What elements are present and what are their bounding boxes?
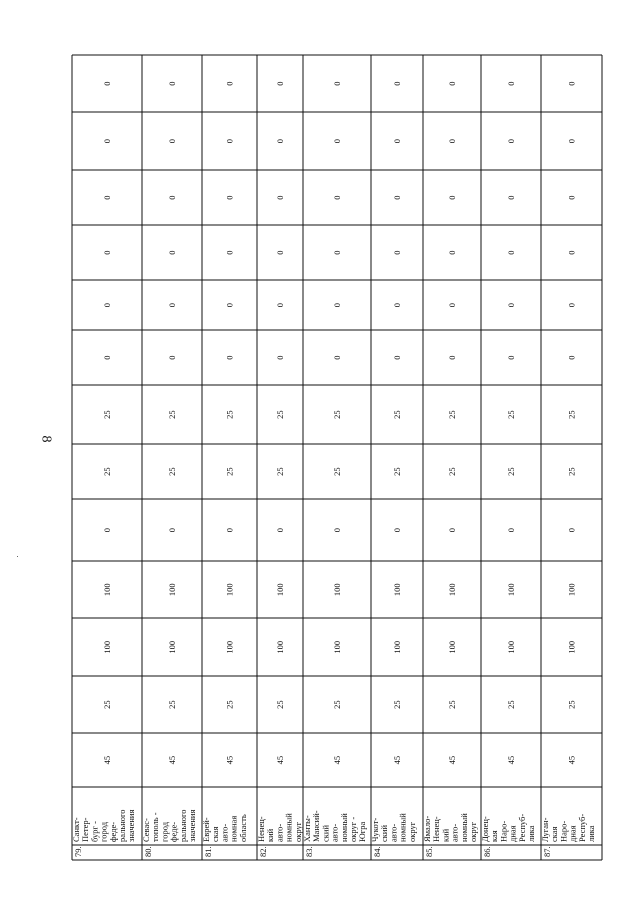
value-cell: 0	[506, 250, 516, 255]
region-name-line: лика	[526, 825, 536, 842]
value-cell: 0	[506, 527, 516, 533]
value-cell: 45	[275, 755, 285, 765]
value-cell: 45	[506, 755, 516, 765]
value-cell: 25	[392, 410, 402, 419]
value-cell: 0	[566, 195, 577, 200]
value-cell: 0	[506, 81, 516, 86]
value-cell: 45	[566, 755, 577, 765]
value-cell: 45	[102, 755, 112, 765]
region-name-line: номный	[338, 813, 349, 842]
value-cell: 0	[275, 355, 285, 360]
value-cell: 0	[332, 81, 342, 86]
value-cell: 25	[167, 467, 177, 476]
region-name-line: Донец-	[480, 816, 490, 842]
row-number: 84.	[372, 846, 382, 857]
region-name-line: Югра	[357, 821, 368, 842]
value-cell: 0	[167, 81, 177, 86]
value-cell: 25	[566, 700, 577, 709]
value-cell: 0	[102, 355, 112, 360]
region-name-line: ская	[210, 826, 221, 842]
region-name-line: Респуб-	[516, 813, 527, 842]
region-name-line: номная	[228, 815, 239, 842]
value-cell: 0	[102, 250, 113, 255]
value-cell: 100	[392, 583, 402, 597]
value-cell: 0	[447, 81, 457, 86]
region-name-line: округ	[406, 821, 417, 842]
value-cell: 100	[506, 583, 516, 597]
value-cell: 25	[275, 467, 285, 476]
region-name-line: Респуб-	[576, 813, 587, 842]
value-cell: 0	[102, 527, 112, 533]
value-cell: 0	[224, 250, 235, 255]
region-name-line: ская	[549, 826, 560, 842]
value-cell: 25	[275, 410, 285, 419]
value-cell: 25	[102, 700, 112, 709]
value-cell: 0	[392, 250, 402, 255]
value-cell: 0	[447, 527, 457, 533]
region-name-line: Мансий-	[311, 810, 322, 842]
value-cell: 45	[447, 755, 457, 765]
region-name-line: Еврей-	[201, 817, 211, 842]
value-cell: 0	[275, 250, 285, 255]
value-cell: 0	[506, 302, 516, 308]
value-cell: 100	[102, 640, 112, 654]
region-name-line: тополь -	[150, 812, 161, 842]
value-cell: 0	[506, 355, 516, 360]
value-cell: 100	[447, 583, 457, 597]
table-row	[201, 81, 248, 857]
value-cell: 0	[275, 195, 285, 200]
region-name-line: авто-	[274, 823, 285, 842]
value-cell: 0	[102, 195, 112, 200]
value-cell: 0	[332, 527, 342, 533]
value-cell: 0	[447, 250, 457, 255]
value-cell: 0	[447, 195, 457, 200]
value-cell: 0	[224, 81, 235, 86]
value-cell: 0	[332, 302, 342, 308]
region-name-line: Ханты-	[302, 815, 312, 842]
region-name-line: дная	[567, 825, 578, 842]
region-name-line: лика	[586, 825, 596, 842]
value-cell: 0	[392, 138, 402, 144]
table-row	[141, 81, 197, 857]
value-cell: 0	[566, 527, 577, 533]
value-cell: 100	[102, 583, 112, 597]
value-cell: 25	[332, 700, 342, 709]
region-name-line: область	[237, 814, 248, 842]
table-row	[370, 81, 417, 857]
value-cell: 100	[167, 640, 177, 654]
region-name-line: феде-	[107, 821, 118, 842]
value-cell: 100	[224, 640, 235, 654]
region-name-line: Санкт-	[71, 817, 81, 842]
table-row	[71, 81, 136, 857]
value-cell: 0	[275, 302, 285, 308]
value-cell: 0	[566, 250, 577, 255]
value-cell: 0	[332, 355, 342, 360]
value-cell: 0	[167, 355, 177, 360]
value-cell: 25	[332, 410, 342, 419]
row-number: 87.	[542, 846, 552, 857]
region-name-line: дная	[507, 825, 518, 842]
value-cell: 25	[167, 410, 177, 419]
value-cell: 0	[102, 138, 112, 144]
row-number: 81.	[203, 846, 213, 857]
value-cell: 25	[506, 467, 516, 476]
value-cell: 0	[566, 355, 577, 360]
region-name-line: рального	[177, 809, 188, 842]
table-row	[422, 81, 478, 857]
value-cell: 25	[167, 700, 177, 709]
value-cell: 25	[224, 410, 235, 419]
value-cell: 0	[566, 138, 577, 144]
value-cell: 0	[102, 302, 112, 308]
region-name-line: бург -	[89, 821, 100, 842]
region-name-line: Луган-	[540, 817, 550, 842]
region-name-line: феде-	[168, 821, 179, 842]
value-cell: 0	[447, 355, 457, 360]
table-row	[540, 81, 596, 857]
value-cell: 0	[392, 355, 402, 360]
table-row	[256, 81, 303, 857]
value-cell: 100	[275, 640, 285, 654]
value-cell: 0	[332, 195, 342, 200]
value-cell: 0	[167, 527, 177, 533]
row-number: 86.	[482, 846, 492, 857]
value-cell: 100	[332, 640, 342, 654]
value-cell: 25	[447, 700, 457, 709]
row-number: 79.	[73, 846, 83, 857]
value-cell: 0	[275, 527, 285, 533]
value-cell: 0	[275, 138, 285, 144]
region-name-line: кая	[489, 830, 500, 842]
value-cell: 0	[102, 81, 112, 86]
value-cell: 25	[566, 410, 577, 419]
region-name-line: номный	[397, 813, 408, 842]
value-cell: 45	[167, 755, 177, 765]
value-cell: 0	[224, 195, 235, 200]
region-name-line: Ненец-	[256, 816, 266, 842]
region-name-line: авто-	[329, 823, 340, 842]
value-cell: 25	[566, 467, 577, 476]
value-cell: 25	[447, 467, 457, 476]
region-name-line: округ	[468, 821, 478, 842]
region-name-line: значения	[126, 809, 137, 842]
value-cell: 0	[392, 302, 402, 308]
value-cell: 0	[506, 138, 516, 144]
row-number: 82.	[258, 846, 268, 857]
value-cell: 0	[167, 250, 178, 255]
value-cell: 100	[167, 583, 177, 597]
region-name-line: номный	[458, 813, 469, 842]
region-name-line: кий	[265, 828, 276, 842]
value-cell: 25	[275, 700, 285, 709]
value-cell: 0	[566, 302, 577, 308]
region-name-line: авто-	[388, 823, 399, 842]
region-name-line: город	[159, 821, 170, 842]
value-cell: 0	[332, 138, 342, 144]
value-cell: 0	[447, 302, 457, 308]
value-cell: 0	[167, 302, 177, 308]
value-cell: 25	[332, 467, 342, 476]
value-cell: 0	[224, 355, 235, 360]
value-cell: 0	[224, 302, 235, 308]
row-number: 85.	[424, 846, 434, 857]
value-cell: 25	[224, 700, 235, 709]
region-name-line: город	[98, 821, 109, 842]
table-row	[302, 81, 367, 857]
region-name-line: Наро-	[558, 820, 569, 842]
region-name-line: Севас-	[141, 818, 151, 842]
region-name-line: авто-	[219, 823, 230, 842]
value-cell: 0	[392, 527, 402, 533]
value-cell: 100	[392, 640, 402, 654]
region-name-line: округ	[292, 821, 303, 842]
value-cell: 0	[224, 138, 235, 144]
value-cell: 25	[506, 700, 516, 709]
value-cell: 25	[224, 467, 235, 476]
region-name-line: номный	[283, 813, 294, 842]
value-cell: 100	[506, 640, 516, 654]
page-number: 8	[38, 435, 54, 443]
region-name-line: ский	[379, 825, 390, 842]
value-cell: 100	[275, 583, 285, 597]
value-cell: 0	[447, 138, 457, 144]
region-name-line: Чукот-	[370, 817, 380, 842]
value-cell: 0	[392, 195, 402, 200]
value-cell: 100	[566, 583, 577, 597]
region-name-line: рального	[117, 809, 127, 842]
table-row	[480, 81, 536, 857]
region-name-line: авто-	[449, 823, 460, 842]
value-cell: 45	[224, 755, 235, 765]
value-cell: 100	[447, 640, 457, 654]
value-cell: 25	[506, 410, 516, 419]
region-name-line: Наро-	[498, 820, 509, 842]
value-cell: 25	[392, 700, 402, 709]
region-name-line: кий	[440, 828, 451, 842]
value-cell: 25	[102, 410, 112, 419]
row-number: 83.	[304, 846, 314, 857]
region-name-line: ский	[320, 825, 331, 842]
value-cell: 25	[102, 467, 112, 476]
value-cell: 0	[224, 527, 235, 533]
row-number: 80.	[143, 846, 153, 857]
value-cell: 0	[332, 250, 342, 255]
value-cell: 0	[167, 195, 177, 200]
value-cell: 25	[392, 467, 402, 476]
value-cell: 25	[447, 410, 457, 419]
value-cell: 100	[224, 583, 235, 597]
region-name-line: Петер-	[80, 817, 91, 842]
value-cell: 0	[392, 81, 402, 86]
value-cell: 100	[332, 583, 342, 597]
value-cell: 45	[392, 755, 402, 765]
region-name-line: значения	[187, 809, 197, 842]
value-cell: 0	[167, 138, 177, 144]
value-cell: 0	[506, 195, 516, 200]
value-cell: 45	[332, 755, 342, 765]
region-name-line: Ненец-	[431, 816, 442, 842]
value-cell: 100	[566, 640, 577, 654]
region-name-line: Ямало-	[422, 815, 432, 842]
region-name-line: округ -	[348, 816, 358, 842]
value-cell: 0	[566, 81, 577, 86]
value-cell: 0	[275, 81, 285, 86]
